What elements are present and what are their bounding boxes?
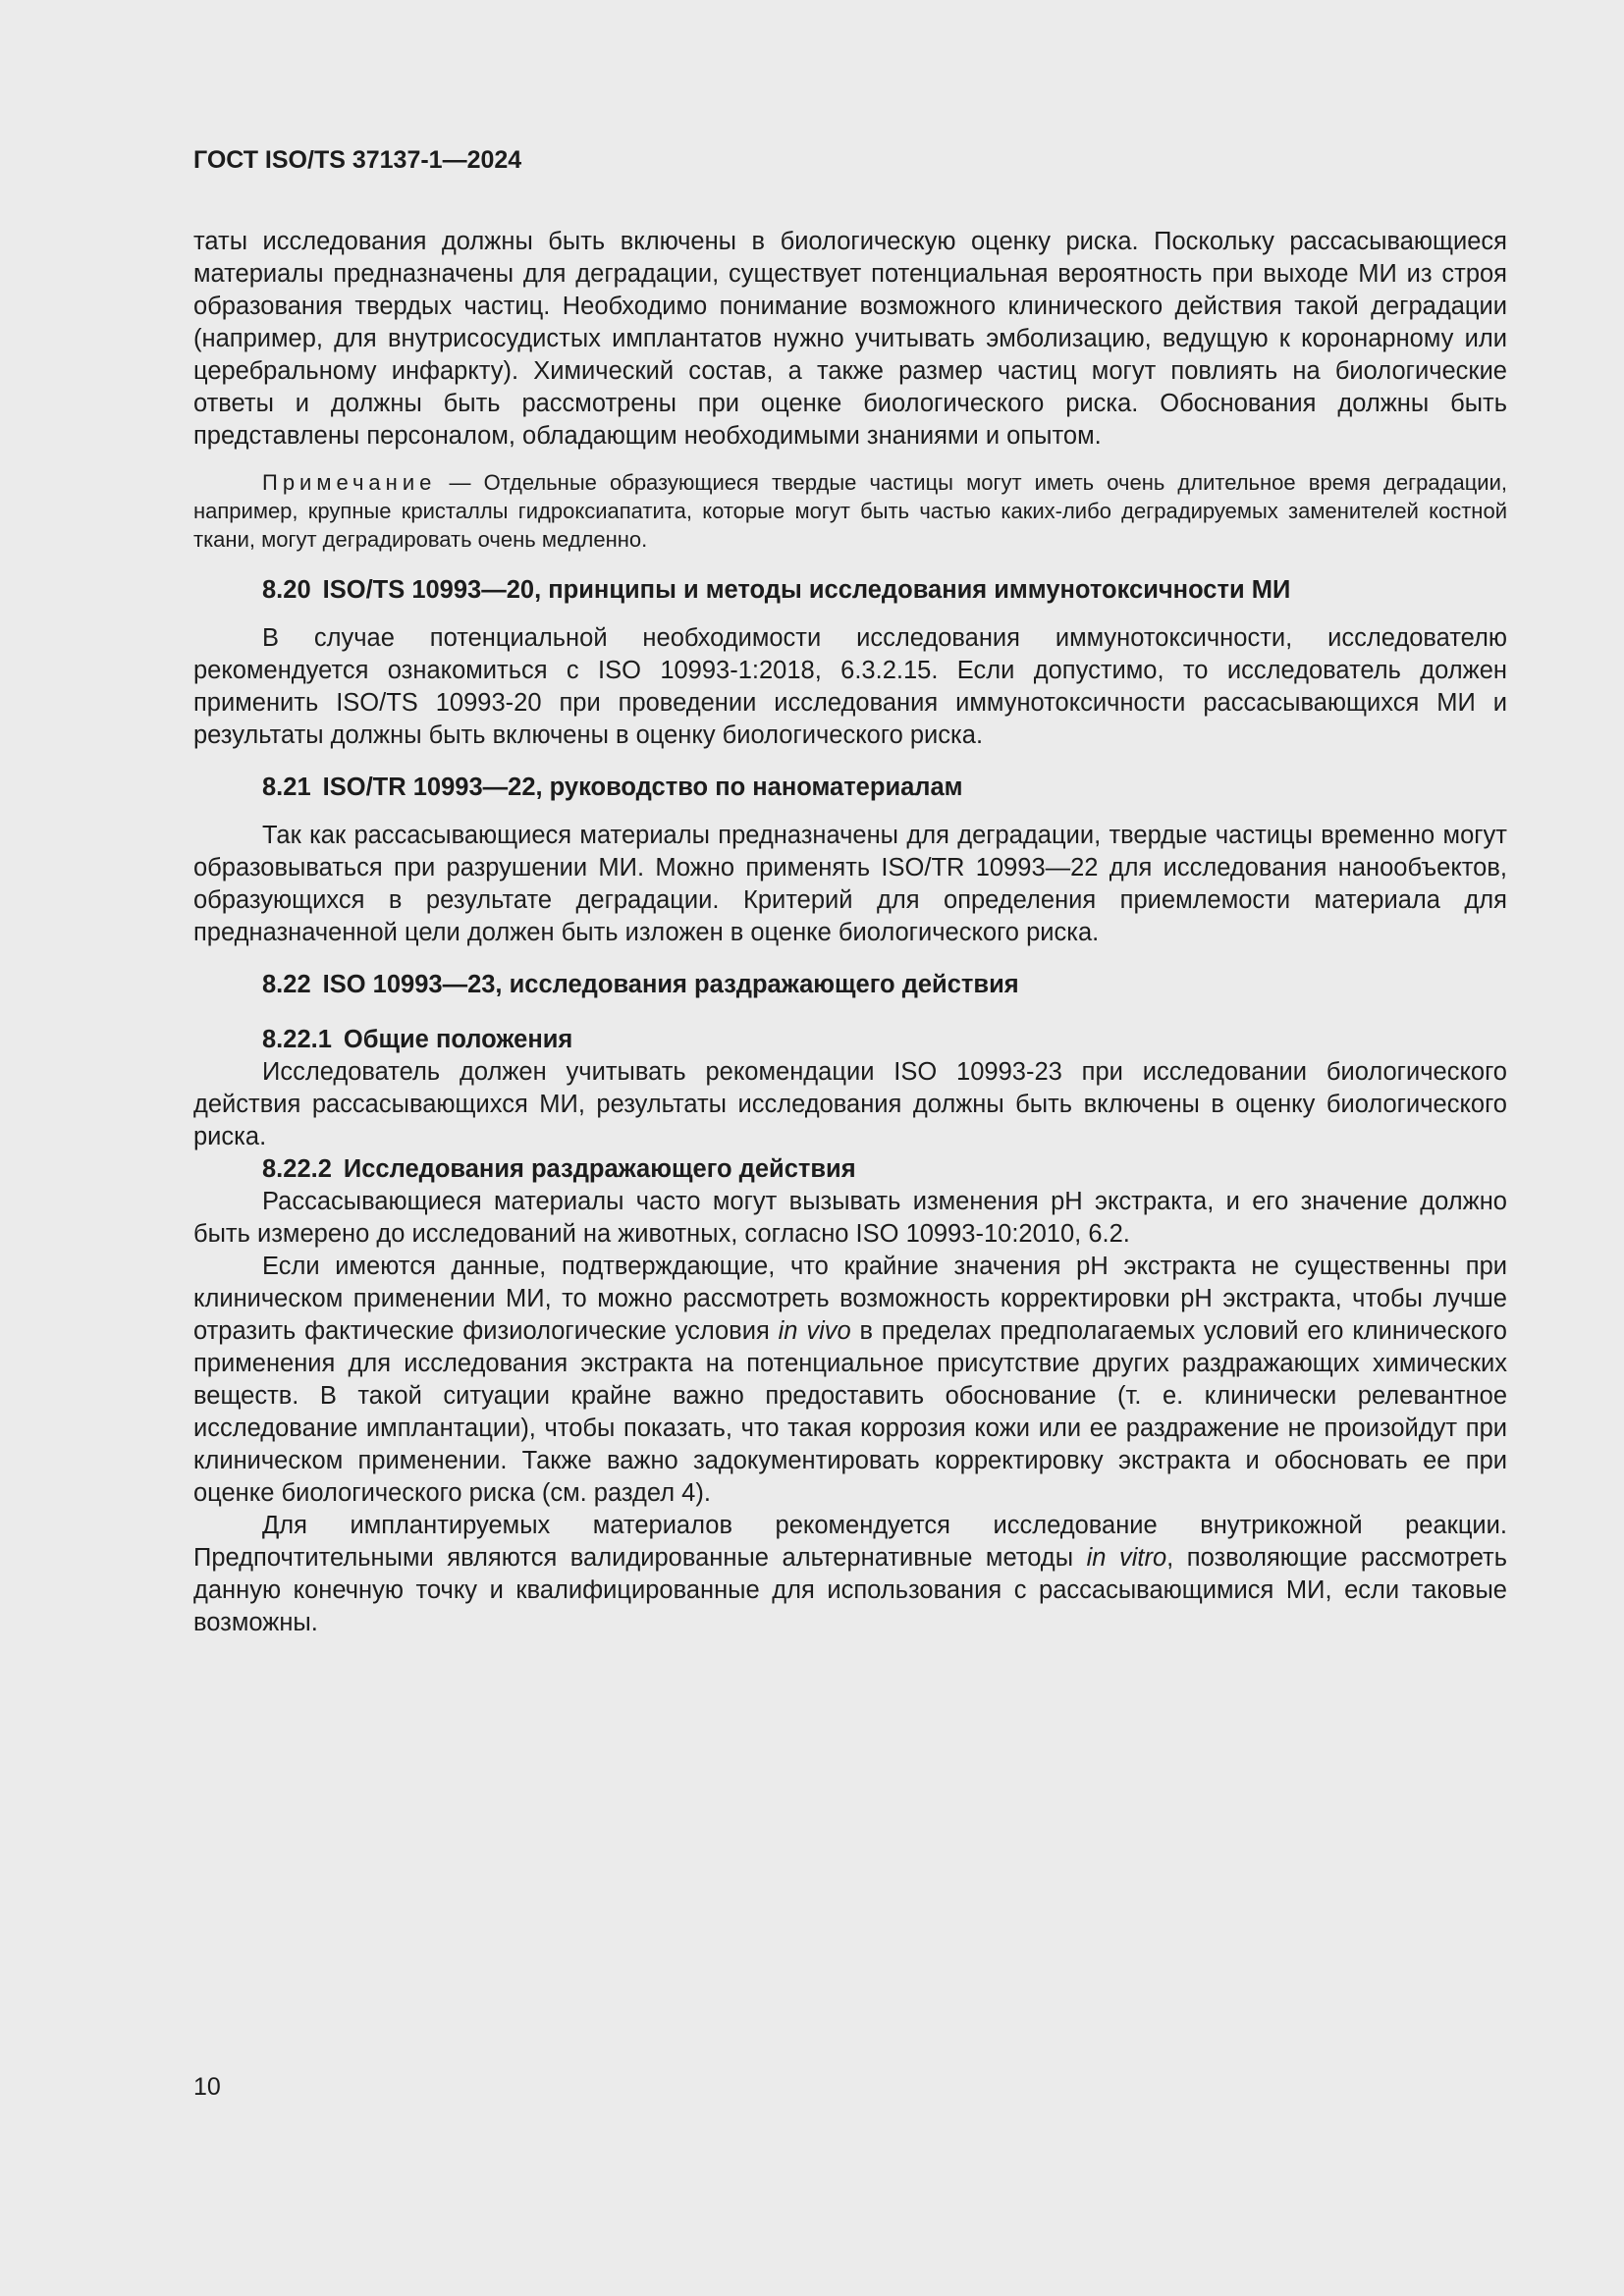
section-title: ISO/TS 10993—20, принципы и методы исследования иммунотоксичности МИ — [322, 576, 1291, 604]
subsection-number: 8.22.1 — [262, 1026, 332, 1053]
text-run: Если имеются данные, подтверждающие, что крайние значения pH экстракта не существенны при клиническом применении МИ, то можно рассмотреть возможность корректировки pH экстракта, чтобы лучше отразить фактические физиологические условия — [193, 1253, 1507, 1345]
text-run: , позволяющие рассмотреть данную конечную точку и квалифицированные для использования с рассасывающимися МИ, если таковые возможны. — [193, 1544, 1508, 1636]
subsection-heading-8-22-2 — [193, 1153, 1507, 1186]
italic-term: in vitro — [1086, 1544, 1167, 1572]
section-title: ISO 10993—23, исследования раздражающего действия — [322, 971, 1019, 998]
document-header: ГОСТ ISO/TS 37137-1—2024 — [193, 146, 522, 174]
subsection-number: 8.22.2 — [262, 1155, 332, 1183]
note-paragraph — [193, 468, 1507, 554]
section-heading-8-21 — [193, 772, 1507, 804]
subsection-8-22-2-paragraph-2 — [193, 1251, 1507, 1510]
intro-paragraph: таты исследования должны быть включены в биологическую оценку риска. Поскольку рассасывающиеся материалы предназначены для деградации, существует потенциальная вероятность при выходе МИ из строя образования твердых частиц. Необходимо понимание возможного клинического действия такой деградации (например, для внутрисосудистых имплантатов нужно учитывать эмболизацию, ведущую к коронарному или церебральному инфаркту). Химический состав, а также размер частиц могут повлиять на биологические ответы и должны быть рассмотрены при оценке биологического риска. Обоснования должны быть представлены персоналом, обладающим необходимыми знаниями и опытом. — [193, 228, 1507, 450]
section-title: ISO/TR 10993—22, руководство по наноматериалам — [322, 774, 963, 801]
section-number: 8.22 — [262, 971, 311, 998]
subsection-title: Исследования раздражающего действия — [343, 1155, 856, 1183]
text-run: в пределах предполагаемых условий его клинического применения для исследования экстракта на потенциальное присутствие других раздражающих химических веществ. В такой ситуации крайне важно предоставить обоснование (т. е. клинически релевантное исследование имплантации), чтобы показать, что такая коррозия кожи или ее раздражение не произойдут при клиническом применении. Также важно задокументировать корректировку экстракта и обосновать ее при оценке биологического риска (см. раздел 4). — [193, 1317, 1507, 1507]
page-number: 10 — [193, 2073, 221, 2101]
note-text: — Отдельные образующиеся твердые частицы могут иметь очень длительное время деградации, например, крупные кристаллы гидроксиапатита, которые могут быть частью каких-либо деградируемых заменителей костной ткани, могут деградировать очень медленно. — [193, 470, 1507, 552]
section-number: 8.20 — [262, 576, 311, 604]
subsection-8-22-2-paragraph-3 — [193, 1510, 1507, 1639]
subsection-heading-8-22-1 — [193, 1024, 1507, 1056]
document-page — [193, 145, 1507, 1639]
note-label: Примечание — [262, 470, 437, 495]
text-run: Для имплантируемых материалов рекомендуется исследование внутрикожной реакции. Предпочтительными являются валидированные альтернативные методы — [193, 1512, 1507, 1572]
section-heading-8-20 — [193, 574, 1507, 607]
italic-term: in vivo — [778, 1317, 851, 1345]
subsection-title: Общие положения — [343, 1026, 573, 1053]
subsection-8-22-1-paragraph: Исследователь должен учитывать рекомендации ISO 10993-23 при исследовании биологического действия рассасывающихся МИ, результаты исследования должны быть включены в оценку биологического риска. — [193, 1058, 1507, 1150]
section-8-20-paragraph: В случае потенциальной необходимости исследования иммунотоксичности, исследователю рекомендуется ознакомиться с ISO 10993-1:2018, 6.3.2.15. Если допустимо, то исследователь должен применить ISO/TS 10993-20 при проведении исследования иммунотоксичности рассасывающихся МИ и результаты должны быть включены в оценку биологического риска. — [193, 624, 1507, 749]
section-number: 8.21 — [262, 774, 311, 801]
section-heading-8-22 — [193, 969, 1507, 1001]
subsection-8-22-2-paragraph-1: Рассасывающиеся материалы часто могут вызывать изменения pH экстракта, и его значение должно быть измерено до исследований на животных, согласно ISO 10993-10:2010, 6.2. — [193, 1188, 1507, 1248]
section-8-21-paragraph: Так как рассасывающиеся материалы предназначены для деградации, твердые частицы временно могут образовываться при разрушении МИ. Можно применять ISO/TR 10993—22 для исследования нанообъектов, образующихся в результате деградации. Критерий для определения приемлемости материала для предназначенной цели должен быть изложен в оценке биологического риска. — [193, 822, 1507, 946]
